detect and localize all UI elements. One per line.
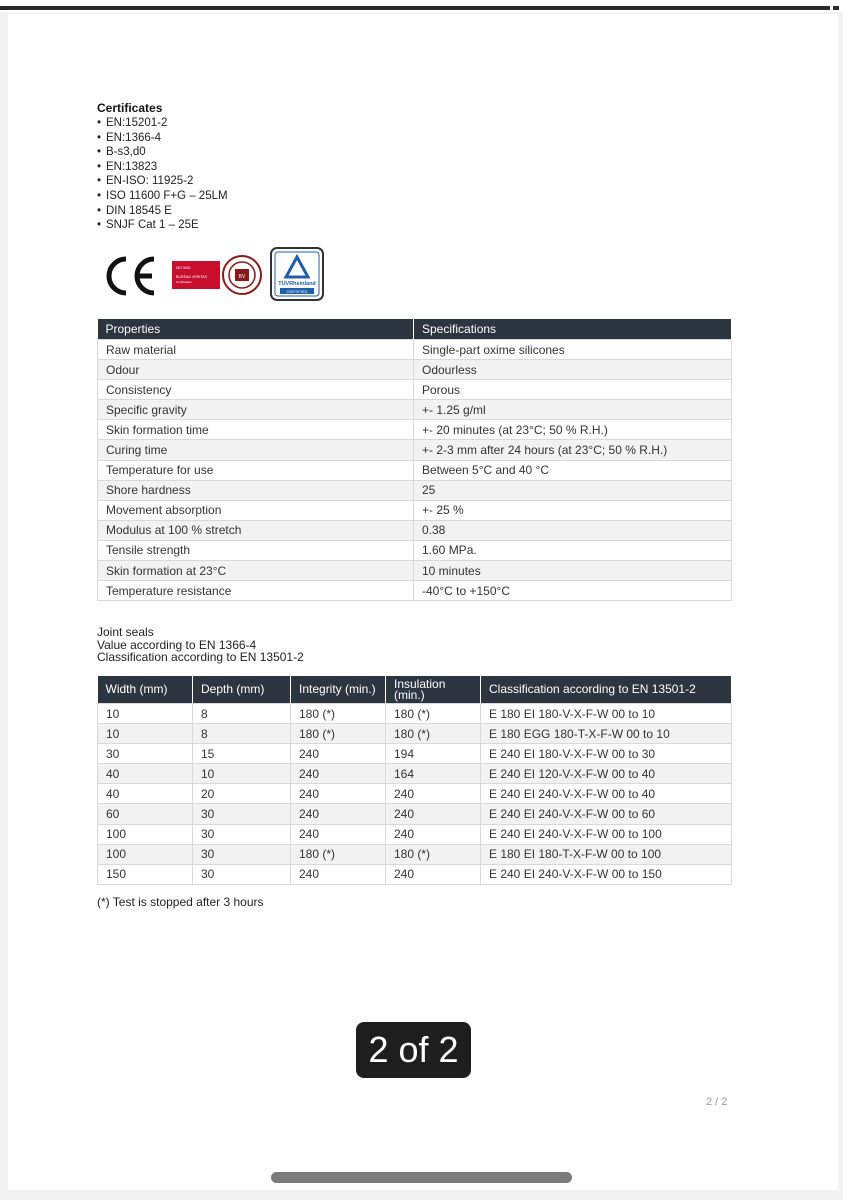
depth-cell: 20: [193, 784, 291, 804]
table-row: [98, 380, 732, 400]
classification-cell: E 240 EI 180-V-X-F-W 00 to 30: [481, 744, 732, 764]
insulation-cell: 240: [386, 804, 481, 824]
classification-header: Classification according to EN 13501-2: [481, 676, 732, 704]
table-row: [98, 804, 732, 824]
certificate-item: • EN:1366-4: [97, 131, 228, 146]
table-row: [98, 764, 732, 784]
insulation-cell: 180 (*): [386, 704, 481, 724]
property-cell: Temperature resistance: [98, 581, 414, 601]
specification-cell: Odourless: [414, 360, 732, 380]
width-header: Width (mm): [98, 676, 193, 704]
table-row: [98, 784, 732, 804]
svg-text:CERTIFIED: CERTIFIED: [286, 289, 308, 294]
horizontal-scrollbar[interactable]: [271, 1172, 572, 1183]
specification-cell: Between 5°C and 40 °C: [414, 460, 732, 480]
property-cell: Consistency: [98, 380, 414, 400]
certificate-item: • ISO 11600 F+G – 25LM: [97, 189, 228, 204]
depth-cell: 10: [193, 764, 291, 784]
property-cell: Specific gravity: [98, 400, 414, 420]
classification-cell: E 240 EI 240-V-X-F-W 00 to 40: [481, 784, 732, 804]
property-cell: Modulus at 100 % stretch: [98, 520, 414, 540]
insulation-cell: 240: [386, 864, 481, 884]
bureau-veritas-logo: [172, 253, 264, 297]
width-cell: 40: [98, 784, 193, 804]
specification-cell: 25: [414, 480, 732, 500]
integrity-cell: 180 (*): [291, 704, 386, 724]
specification-cell: +- 25 %: [414, 500, 732, 520]
integrity-cell: 240: [291, 804, 386, 824]
insulation-cell: 180 (*): [386, 724, 481, 744]
joint-seals-value-note: Value according to EN 1366-4: [97, 637, 257, 652]
depth-cell: 15: [193, 744, 291, 764]
insulation-cell: 240: [386, 824, 481, 844]
svg-text:BUREAU VERITAS: BUREAU VERITAS: [176, 275, 208, 279]
specification-cell: 1.60 MPa.: [414, 540, 732, 560]
svg-text:ISO 9001: ISO 9001: [176, 266, 191, 270]
table-row: [98, 581, 732, 601]
classification-cell: E 180 EGG 180-T-X-F-W 00 to 10: [481, 724, 732, 744]
integrity-cell: 180 (*): [291, 844, 386, 864]
svg-text:Certification: Certification: [176, 280, 192, 284]
table-row: [98, 744, 732, 764]
properties-header-row: [98, 319, 732, 340]
specification-cell: -40°C to +150°C: [414, 581, 732, 601]
width-cell: 10: [98, 724, 193, 744]
table-row: [98, 824, 732, 844]
width-cell: 100: [98, 824, 193, 844]
svg-text:BV: BV: [238, 274, 246, 280]
integrity-cell: 180 (*): [291, 724, 386, 744]
property-cell: Temperature for use: [98, 460, 414, 480]
property-cell: Raw material: [98, 340, 414, 360]
specification-cell: +- 2-3 mm after 24 hours (at 23°C; 50 % R.H.): [414, 440, 732, 460]
certification-logos: [100, 247, 340, 303]
depth-cell: 30: [193, 844, 291, 864]
specification-cell: +- 20 minutes (at 23°C; 50 % R.H.): [414, 420, 732, 440]
insulation-cell: 180 (*): [386, 844, 481, 864]
classification-cell: E 240 EI 240-V-X-F-W 00 to 150: [481, 864, 732, 884]
certificate-item: • B-s3,d0: [97, 145, 228, 160]
table-row: [98, 360, 732, 380]
property-cell: Tensile strength: [98, 540, 414, 560]
integrity-header: Integrity (min.): [291, 676, 386, 704]
certificates-list: [97, 116, 228, 233]
page-number: 2 / 2: [706, 1096, 728, 1108]
insulation-cell: 194: [386, 744, 481, 764]
property-cell: Skin formation time: [98, 420, 414, 440]
integrity-cell: 240: [291, 864, 386, 884]
integrity-cell: 240: [291, 784, 386, 804]
width-cell: 40: [98, 764, 193, 784]
table-row: [98, 480, 732, 500]
insulation-cell: 240: [386, 784, 481, 804]
table-row: [98, 500, 732, 520]
joint-seals-caption: [97, 626, 304, 664]
footnote: (*) Test is stopped after 3 hours: [97, 895, 264, 909]
certificate-item: • SNJF Cat 1 – 25E: [97, 218, 228, 233]
certificate-item: • EN:15201-2: [97, 116, 228, 131]
joint-header-row: [98, 676, 732, 704]
insulation-header: Insulation (min.): [386, 676, 481, 704]
ce-mark-logo: [102, 253, 158, 299]
certificate-item: • EN:13823: [97, 160, 228, 175]
certificate-item: • EN-ISO: 11925-2: [97, 174, 228, 189]
properties-header: Properties: [98, 319, 414, 340]
table-row: [98, 540, 732, 560]
joint-seals-classification-note: Classification according to EN 13501-2: [97, 650, 304, 664]
depth-header: Depth (mm): [193, 676, 291, 704]
table-row: [98, 561, 732, 581]
width-cell: 10: [98, 704, 193, 724]
certificate-item: • DIN 18545 E: [97, 204, 228, 219]
depth-cell: 30: [193, 804, 291, 824]
top-bar-indicator: [833, 6, 839, 10]
specification-cell: 0.38: [414, 520, 732, 540]
specification-cell: Porous: [414, 380, 732, 400]
classification-cell: E 180 EI 180-T-X-F-W 00 to 100: [481, 844, 732, 864]
depth-cell: 30: [193, 864, 291, 884]
classification-cell: E 240 EI 120-V-X-F-W 00 to 40: [481, 764, 732, 784]
integrity-cell: 240: [291, 824, 386, 844]
integrity-cell: 240: [291, 744, 386, 764]
table-row: [98, 420, 732, 440]
svg-text:TÜVRheinland: TÜVRheinland: [278, 281, 316, 287]
width-cell: 60: [98, 804, 193, 824]
table-row: [98, 844, 732, 864]
top-bar: [0, 0, 843, 12]
table-row: [98, 864, 732, 884]
table-row: [98, 400, 732, 420]
integrity-cell: 240: [291, 764, 386, 784]
depth-cell: 8: [193, 724, 291, 744]
joint-seals-title: Joint seals: [97, 625, 154, 639]
table-row: [98, 340, 732, 360]
specification-cell: 10 minutes: [414, 561, 732, 581]
table-row: [98, 704, 732, 724]
tuv-rheinland-logo: [270, 247, 324, 301]
width-cell: 100: [98, 844, 193, 864]
classification-cell: E 240 EI 240-V-X-F-W 00 to 100: [481, 824, 732, 844]
table-row: [98, 520, 732, 540]
table-row: [98, 460, 732, 480]
property-cell: Movement absorption: [98, 500, 414, 520]
property-cell: Shore hardness: [98, 480, 414, 500]
properties-table: [97, 319, 732, 601]
specifications-header: Specifications: [414, 319, 732, 340]
certificates-title: Certificates: [97, 101, 163, 115]
depth-cell: 30: [193, 824, 291, 844]
top-bar-line: [0, 6, 830, 10]
width-cell: 150: [98, 864, 193, 884]
property-cell: Skin formation at 23°C: [98, 561, 414, 581]
depth-cell: 8: [193, 704, 291, 724]
table-row: [98, 724, 732, 744]
insulation-cell: 164: [386, 764, 481, 784]
table-row: [98, 440, 732, 460]
classification-cell: E 180 EI 180-V-X-F-W 00 to 10: [481, 704, 732, 724]
classification-cell: E 240 EI 240-V-X-F-W 00 to 60: [481, 804, 732, 824]
width-cell: 30: [98, 744, 193, 764]
joint-seals-table: [97, 676, 732, 885]
property-cell: Odour: [98, 360, 414, 380]
specification-cell: +- 1.25 g/ml: [414, 400, 732, 420]
specification-cell: Single-part oxime silicones: [414, 340, 732, 360]
page-indicator-badge: 2 of 2: [356, 1022, 471, 1078]
property-cell: Curing time: [98, 440, 414, 460]
